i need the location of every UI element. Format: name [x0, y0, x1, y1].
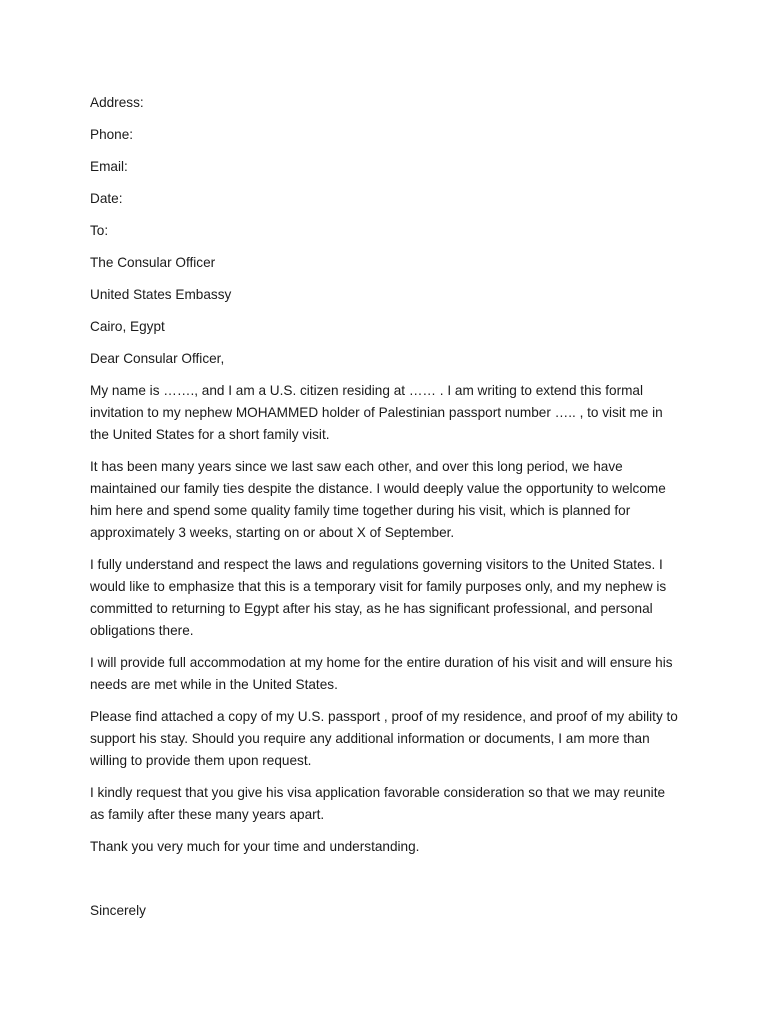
- address-line: Address:: [90, 95, 144, 110]
- paragraph-request: I kindly request that you give his visa application favorable consideration so that we may reunite as family after these many years apart.: [90, 785, 669, 822]
- paragraph-attachments: Please find attached a copy of my U.S. passport , proof of my residence, and proof of my ability to support his stay. Should you require any additional information or documents, I am more than willing to provide them upon request.: [90, 709, 682, 768]
- invitation-letter: [90, 92, 682, 932]
- paragraph-temporary-visit: I fully understand and respect the laws and regulations governing visitors to the United States. I would like to emphasize that this is a temporary visit for family purposes only, and my nephew is committed to returning to Egypt after his stay, as he has significant professional, and personal obligations there.: [90, 557, 671, 638]
- paragraph-family-ties: It has been many years since we last saw each other, and over this long period, we have maintained our family ties despite the distance. I would deeply value the opportunity to welcome him here and spend some quality family time together during his visit, which is planned for approximately 3 weeks, starting on or about X of September.: [90, 459, 670, 540]
- to-line: To:: [90, 223, 109, 238]
- email-line: Email:: [90, 159, 128, 174]
- salutation: Dear Consular Officer,: [90, 351, 225, 366]
- date-line: Date:: [90, 191, 123, 206]
- paragraph-thanks: Thank you very much for your time and understanding.: [90, 839, 420, 854]
- closing-signoff: Sincerely: [90, 903, 146, 918]
- paragraph-accommodation: I will provide full accommodation at my home for the entire duration of his visit and will ensure his needs are met while in the United States.: [90, 655, 681, 692]
- recipient-location: Cairo, Egypt: [90, 319, 165, 334]
- paragraph-introduction: My name is ……., and I am a U.S. citizen residing at …… . I am writing to extend this formal invitation to my nephew MOHAMMED holder of Palestinian passport number ….. , to visit me in the United States for a short family visit.: [90, 383, 667, 442]
- recipient-title: The Consular Officer: [90, 255, 216, 270]
- phone-line: Phone:: [90, 127, 134, 142]
- recipient-organization: United States Embassy: [90, 287, 232, 302]
